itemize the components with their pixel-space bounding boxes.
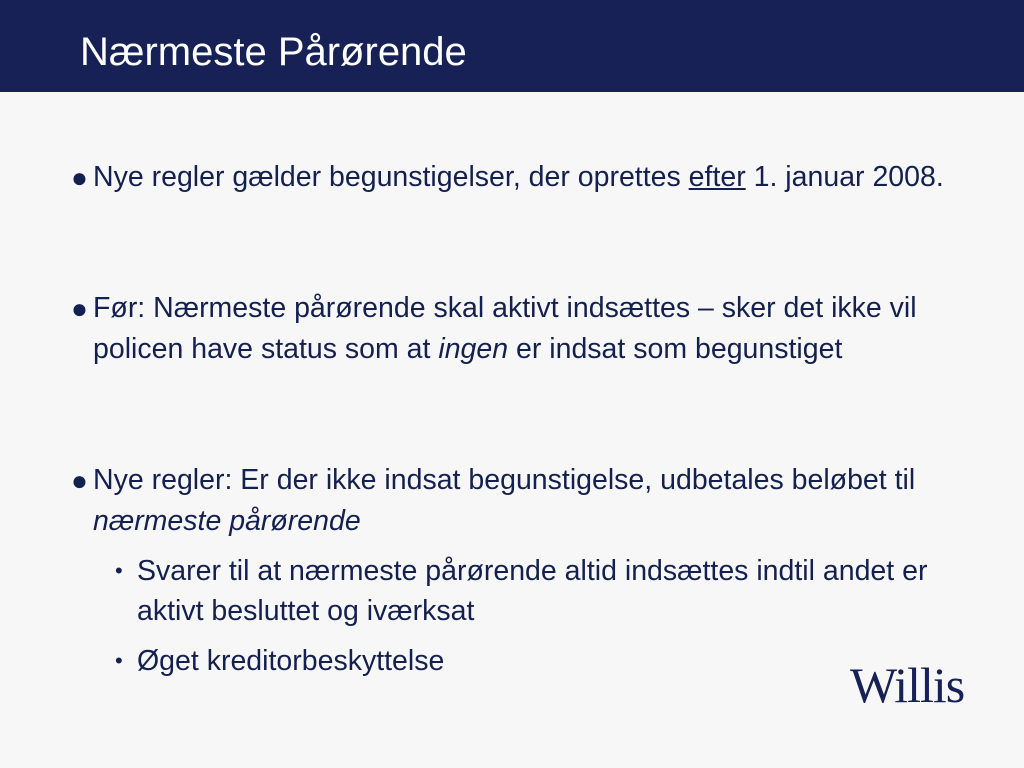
sub-bullet-dot-icon: •: [115, 648, 123, 673]
willis-logo: Willis: [850, 657, 965, 713]
sub-bullet-1-text: Svarer til at nærmeste pårørende altid indsættes indtil andet er aktivt besluttet og iværksat: [137, 555, 928, 627]
bullet-3-text: Nye regler: Er der ikke indsat begunstigelse, udbetales beløbet til: [93, 464, 916, 496]
sub-bullet-2-text: Øget kreditorbeskyttelse: [137, 645, 445, 677]
bullet-2-text: Før: Nærmeste pårørende skal aktivt indsættes – sker det ikke vil policen have status som at: [93, 292, 917, 365]
bullet-3-emphasis: nærmeste pårørende: [93, 505, 361, 537]
bullet-1-emphasis: efter: [688, 161, 746, 193]
bullet-dot-icon: ●: [71, 293, 88, 324]
bullet-2-text-end: er indsat som begunstiget: [508, 333, 843, 365]
slide-title: Nærmeste Pårørende: [80, 30, 467, 74]
bullet-dot-icon: ●: [71, 465, 88, 496]
bullet-1-text-end: 1. januar 2008.: [745, 161, 944, 193]
title-bar: [0, 0, 1024, 92]
bullet-item-1: [71, 157, 973, 198]
sub-bullet-item-1: [115, 551, 977, 631]
bullet-item-2: [71, 288, 973, 370]
bullet-dot-icon: ●: [71, 162, 88, 193]
bullet-1-text: Nye regler gælder begunstigelser, der oprettes: [93, 161, 689, 193]
bullet-2-emphasis: ingen: [438, 333, 509, 365]
bullet-item-3: [71, 460, 973, 542]
sub-bullet-dot-icon: •: [115, 558, 123, 583]
